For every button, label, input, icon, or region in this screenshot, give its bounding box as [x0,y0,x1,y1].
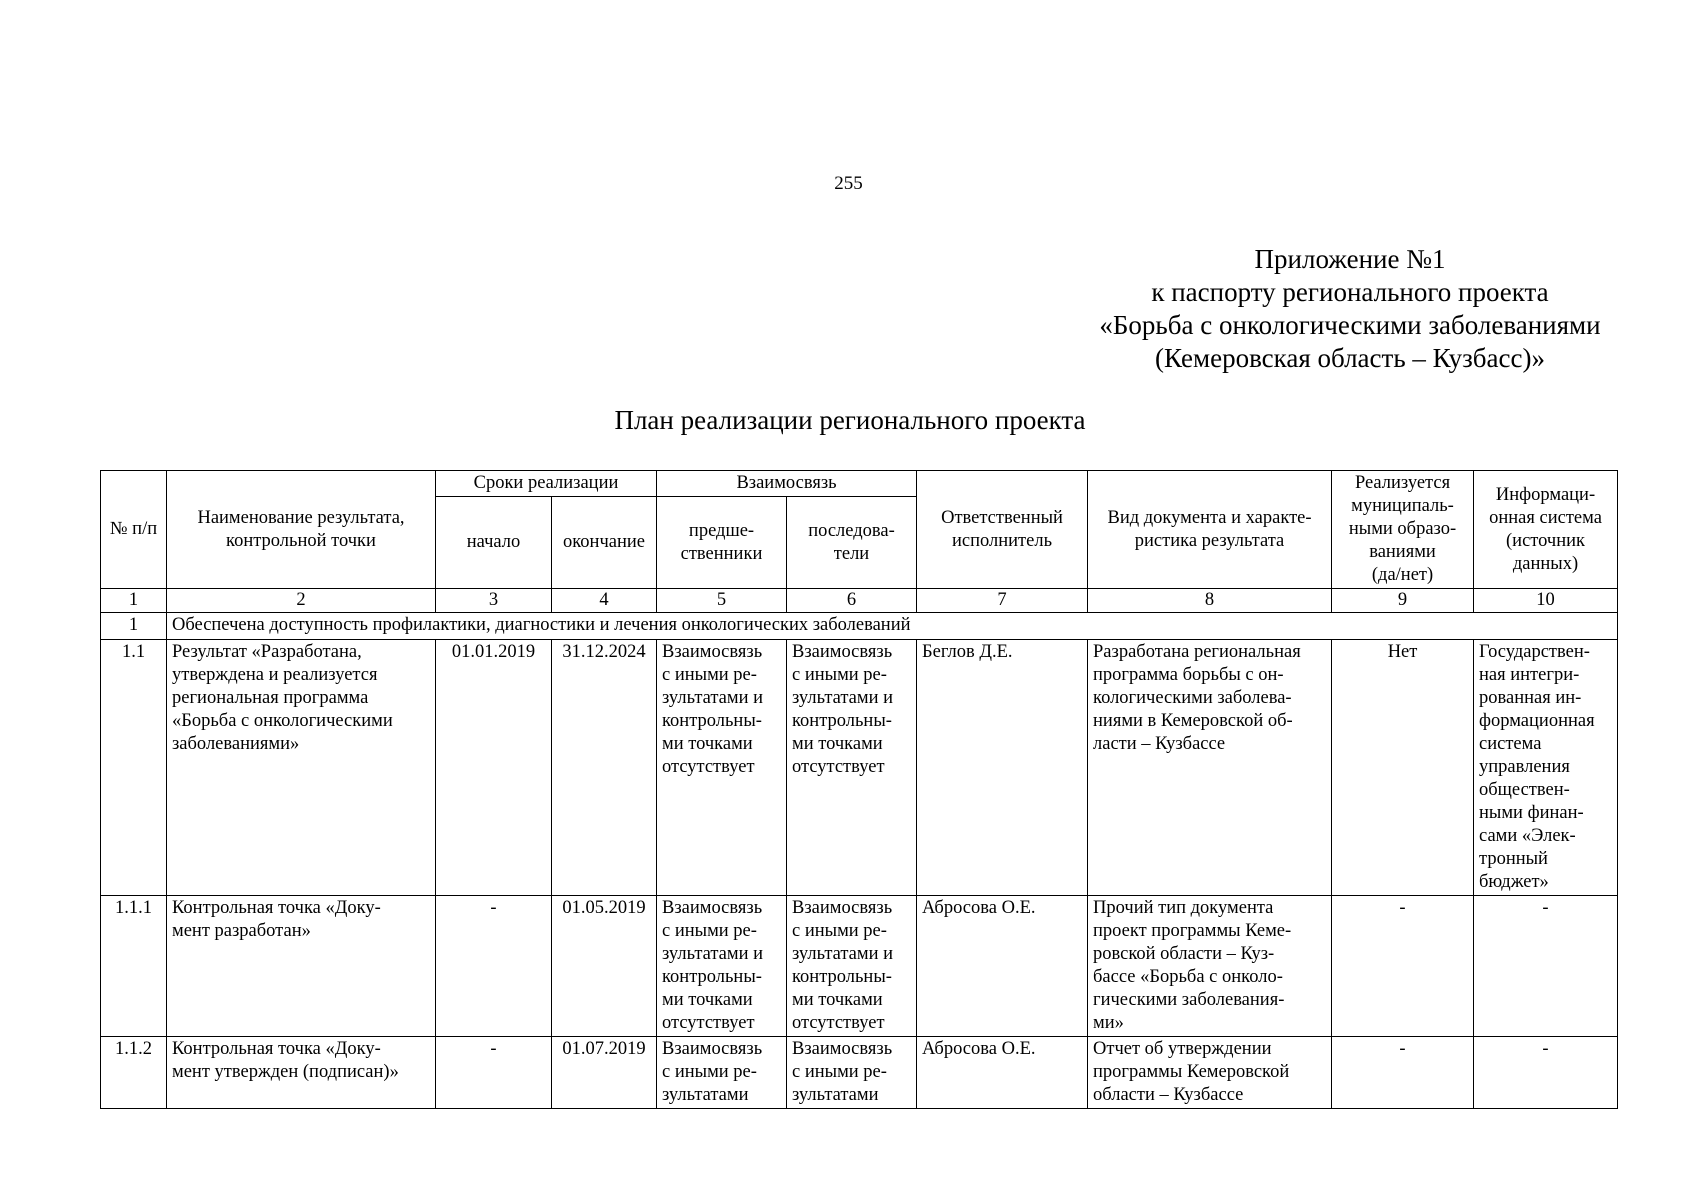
text-line: последова- [808,520,895,541]
column-number: 4 [552,589,657,613]
text-line: контрольны- [662,967,762,987]
text-line: мент утвержден (подписан)» [172,1062,399,1082]
text-line: бюджет» [1479,872,1549,892]
header-successors [787,497,917,589]
text-line: отсутствует [792,1013,885,1033]
text-line: зультатами [662,1085,749,1105]
row-end: 31.12.2024 [552,640,657,896]
section-title: Обеспечена доступность профилактики, диагностики и лечения онкологических заболеваний [167,613,1618,640]
row-num: 1.1.1 [101,896,167,1037]
text-line: зультатами и [792,944,894,964]
text-line: к паспорту регионального проекта [1151,277,1549,307]
row-responsible: Беглов Д.Е. [917,640,1088,896]
text-line: контрольны- [792,967,892,987]
text-line: данных) [1512,553,1579,574]
text-line: ровской области – Куз- [1093,944,1275,964]
text-line: с иными ре- [662,665,757,685]
text-line: тронный [1479,849,1548,869]
text-line: ласти – Кузбассе [1093,734,1226,754]
table-row [101,640,1618,896]
text-line: «Борьба с онкологическими заболеваниями [1099,310,1601,340]
row-num: 1.1.2 [101,1037,167,1109]
header-terms: Сроки реализации [436,471,657,497]
text-line: с иными ре- [662,921,757,941]
row-name [167,1037,436,1109]
text-line: - [1542,898,1549,918]
text-line: кологическими заболева- [1093,688,1292,708]
text-line: ми точками [662,734,753,754]
text-line: исполнитель [952,530,1053,551]
text-line: обществен- [1479,780,1570,800]
text-line: утверждена и реализуется [172,665,378,685]
text-line: региональная программа [172,688,369,708]
text-line: Взаимосвязь [662,1039,763,1059]
text-line: сами «Элек- [1479,826,1576,846]
text-line: предше- [688,520,755,541]
text-line: Взаимосвязь [792,898,893,918]
text-line: система [1479,734,1542,754]
text-line: - [1542,1039,1549,1059]
text-line: ми» [1093,1013,1124,1033]
plan-title: План реализации регионального проекта [614,405,1086,435]
text-line: зультатами и [792,688,894,708]
text-line: формационная [1479,711,1595,731]
text-line: муниципаль- [1351,496,1454,516]
row-doc-type [1088,896,1332,1037]
text-line: области – Кузбассе [1093,1085,1244,1105]
text-line: ми точками [662,990,753,1010]
text-line: заболеваниями» [172,734,300,754]
table-row [101,1037,1618,1109]
row-successors [787,896,917,1037]
text-line: управления [1479,757,1570,777]
text-line: ристика результата [1134,530,1285,551]
text-line: отсутствует [792,757,885,777]
text-line: ными образо- [1348,519,1457,539]
column-number: 5 [657,589,787,613]
row-responsible: Абросова О.Е. [917,896,1088,1037]
text-line: ниями в Кемеровской об- [1093,711,1293,731]
row-successors [787,640,917,896]
text-line: зультатами и [662,944,764,964]
page-number: 255 [834,173,863,194]
header-end: окончание [552,497,657,589]
row-name [167,896,436,1037]
row-start: - [436,896,552,1037]
column-number: 6 [787,589,917,613]
header-municipal [1332,471,1474,589]
text-line: Контрольная точка «Доку- [172,898,381,918]
text-line: программа борьбы с он- [1093,665,1284,685]
header-num: № п/п [101,471,167,589]
text-line: бассе «Борьба с онколо- [1093,967,1283,987]
section-row [101,613,1618,640]
section-num: 1 [101,613,167,640]
text-line: Информаци- [1495,484,1596,505]
header-responsible [917,471,1088,589]
text-line: (источник [1506,530,1585,551]
text-line: Приложение №1 [1254,244,1446,274]
text-line: онная система [1489,507,1602,528]
text-line: с иными ре- [662,1062,757,1082]
column-number: 2 [167,589,436,613]
text-line: проект программы Кеме- [1093,921,1292,941]
text-line: Взаимосвязь [792,642,893,662]
text-line: ными финан- [1479,803,1584,823]
row-municipal: Нет [1332,640,1474,896]
text-line: Взаимосвязь [792,1039,893,1059]
text-line: гическими заболевания- [1093,990,1285,1010]
header-name: Наименование результата, контрольной точки [167,471,436,589]
text-line: контрольны- [792,711,892,731]
column-number: 1 [101,589,167,613]
text-line: рованная ин- [1479,688,1582,708]
text-line: отсутствует [662,757,755,777]
text-line: с иными ре- [792,665,887,685]
text-line: с иными ре- [792,921,887,941]
row-info-system [1474,640,1618,896]
text-line: (Кемеровская область – Кузбасс)» [1155,343,1545,373]
header-info-system [1474,471,1618,589]
header-doc-type [1088,471,1332,589]
row-municipal: - [1332,896,1474,1037]
text-line: Разработана региональная [1093,642,1301,662]
row-responsible: Абросова О.Е. [917,1037,1088,1109]
text-line: зультатами [792,1085,879,1105]
text-line: ваниями [1369,542,1436,562]
text-line: Вид документа и характе- [1107,507,1312,528]
text-line: Государствен- [1479,642,1590,662]
table-row [101,896,1618,1037]
column-number: 3 [436,589,552,613]
header-predecessors [657,497,787,589]
row-doc-type [1088,640,1332,896]
text-line: ственники [680,543,763,564]
row-predecessors [657,896,787,1037]
row-start: 01.01.2019 [436,640,552,896]
row-end: 01.07.2019 [552,1037,657,1109]
text-line: ми точками [792,734,883,754]
row-end: 01.05.2019 [552,896,657,1037]
row-predecessors [657,1037,787,1109]
column-number: 10 [1474,589,1618,613]
text-line: Ответственный [941,507,1063,528]
header-start: начало [436,497,552,589]
header-relation: Взаимосвязь [657,471,917,497]
text-line: «Борьба с онкологическими [172,711,393,731]
row-name [167,640,436,896]
text-line: контрольны- [662,711,762,731]
text-line: мент разработан» [172,921,311,941]
text-line: отсутствует [662,1013,755,1033]
row-doc-type [1088,1037,1332,1109]
text-line: зультатами и [662,688,764,708]
row-predecessors [657,640,787,896]
row-start: - [436,1037,552,1109]
text-line: Взаимосвязь [662,642,763,662]
column-number: 8 [1088,589,1332,613]
text-line: Результат «Разработана, [172,642,362,662]
text-line: с иными ре- [792,1062,887,1082]
text-line: Прочий тип документа [1093,898,1274,918]
text-line: тели [833,543,870,564]
row-info-system [1474,896,1618,1037]
row-num: 1.1 [101,640,167,896]
implementation-plan-table [100,470,1618,1109]
text-line: ми точками [792,990,883,1010]
text-line: Взаимосвязь [662,898,763,918]
row-info-system [1474,1037,1618,1109]
text-line: (да/нет) [1371,565,1434,585]
column-number: 7 [917,589,1088,613]
row-municipal: - [1332,1037,1474,1109]
row-successors [787,1037,917,1109]
text-line: Реализуется [1354,473,1451,493]
appendix-header [1040,243,1660,375]
text-line: ная интегри- [1479,665,1580,685]
column-numbers-row [101,589,1618,613]
column-number: 9 [1332,589,1474,613]
text-line: программы Кемеровской [1093,1062,1290,1082]
text-line: Отчет об утверждении [1093,1039,1272,1059]
text-line: Контрольная точка «Доку- [172,1039,381,1059]
